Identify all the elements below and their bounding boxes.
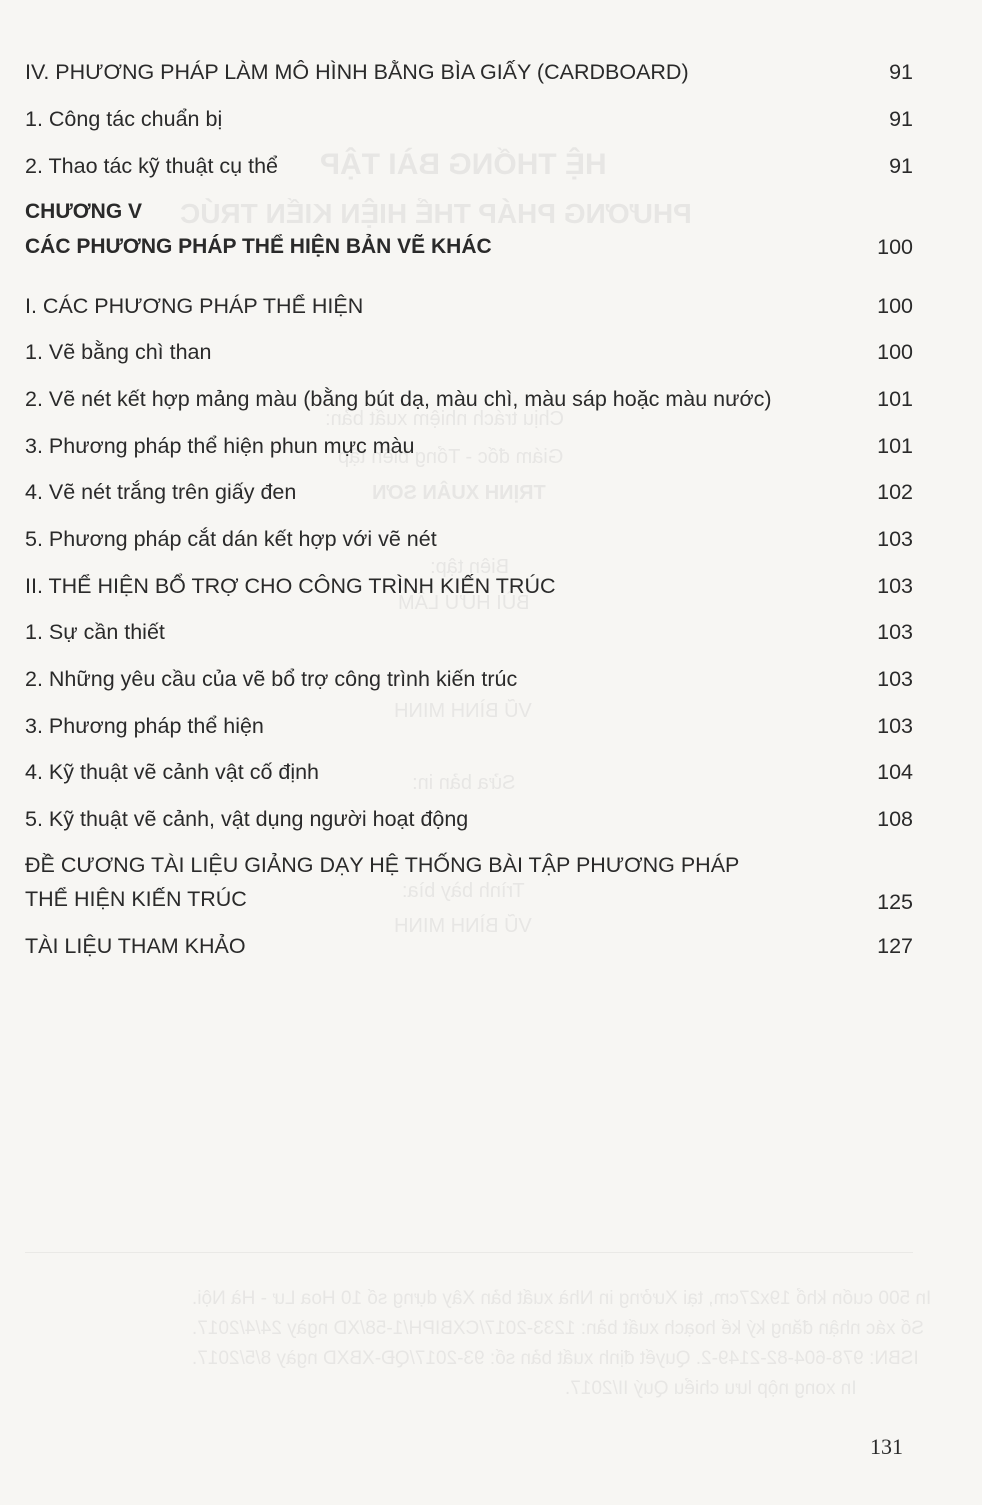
toc-page: 101 bbox=[877, 387, 913, 411]
toc-title: 5. Kỹ thuật vẽ cảnh, vật dụng người hoạt động bbox=[25, 807, 469, 831]
imprint-rule bbox=[25, 1252, 913, 1253]
ghost-layout-name: VŨ BÌNH MINH bbox=[394, 700, 532, 722]
ghost-director: Giám đốc - Tổng biên tập bbox=[338, 446, 564, 468]
toc-page: 127 bbox=[877, 934, 913, 958]
ghost-proof-label: Sửa bản in: bbox=[412, 772, 516, 794]
chapter-label: CHƯƠNG V bbox=[25, 200, 143, 223]
ghost-book-title-2: PHƯƠNG PHÁP THỂ HIỆN KIẾN TRÚC bbox=[180, 198, 692, 229]
toc-page: 103 bbox=[877, 527, 913, 551]
toc-title: 2. Những yêu cầu của vẽ bổ trợ công trình kiến trúc bbox=[25, 667, 518, 691]
toc-page: 100 bbox=[877, 340, 913, 364]
toc-title: 4. Vẽ nét trắng trên giấy đen bbox=[25, 480, 297, 504]
toc-title-line2: THỂ HIỆN KIẾN TRÚC bbox=[25, 887, 247, 911]
ghost-imprint-4: In xong nộp lưu chiểu Quý II/2017. bbox=[565, 1378, 857, 1399]
ghost-cover-name: VŨ BÌNH MINH bbox=[394, 915, 532, 937]
toc-title: IV. PHƯƠNG PHÁP LÀM MÔ HÌNH BẰNG BÌA GIẤY (CARDBOARD) bbox=[25, 60, 689, 84]
toc-page: 103 bbox=[877, 667, 913, 691]
page-number: 131 bbox=[870, 1434, 903, 1459]
toc-title: 1. Vẽ bằng chì than bbox=[25, 340, 212, 364]
toc-page: 108 bbox=[877, 807, 913, 831]
ghost-editor-name: BÙI HỮU LÂM bbox=[398, 592, 530, 614]
toc-title: 1. Sự cần thiết bbox=[25, 620, 165, 644]
toc-title: II. THỂ HIỆN BỔ TRỢ CHO CÔNG TRÌNH KIẾN TRÚC bbox=[25, 574, 556, 598]
toc-title: 2. Thao tác kỹ thuật cụ thể bbox=[25, 154, 278, 178]
ghost-editor-label: Biên tập: bbox=[430, 556, 509, 578]
toc-title: TÀI LIỆU THAM KHẢO bbox=[25, 934, 246, 958]
toc-page: 104 bbox=[877, 760, 913, 784]
ghost-cover-label: Trình bày bìa: bbox=[402, 880, 525, 902]
toc-page: 125 bbox=[877, 890, 913, 914]
ghost-director-name: TRỊNH XUÂN SƠN bbox=[372, 482, 546, 504]
toc-page: 91 bbox=[889, 60, 913, 84]
toc-title: I. CÁC PHƯƠNG PHÁP THỂ HIỆN bbox=[25, 294, 364, 318]
toc-title: 2. Vẽ nét kết hợp mảng màu (bằng bút dạ, màu chì, màu sáp hoặc màu nước) bbox=[25, 387, 772, 411]
ghost-book-title-1: HỆ THỐNG BÀI TẬP bbox=[320, 148, 607, 181]
toc-page: 103 bbox=[877, 714, 913, 738]
toc-title-line1: ĐỀ CƯƠNG TÀI LIỆU GIẢNG DẠY HỆ THỐNG BÀI TẬP PHƯƠNG PHÁP bbox=[25, 853, 740, 877]
toc-title: 1. Công tác chuẩn bị bbox=[25, 107, 223, 131]
toc-page: 101 bbox=[877, 434, 913, 458]
toc-page: 100 bbox=[877, 235, 913, 259]
toc-page: 91 bbox=[889, 154, 913, 178]
toc-page: 103 bbox=[877, 620, 913, 644]
ghost-imprint-1: In 500 cuốn khổ 19x27cm, tại Xưởng in Nhà xuất bản Xây dựng số 10 Hoa Lư - Hà Nội. bbox=[192, 1288, 932, 1309]
toc-title: 5. Phương pháp cắt dán kết hợp với vẽ nét bbox=[25, 527, 437, 551]
toc-page: 91 bbox=[889, 107, 913, 131]
ghost-responsible: Chịu trách nhiệm xuất bản: bbox=[325, 408, 565, 430]
toc-page: 102 bbox=[877, 480, 913, 504]
toc-title: 3. Phương pháp thể hiện bbox=[25, 714, 264, 738]
toc-page: 100 bbox=[877, 294, 913, 318]
ghost-imprint-3: ISBN: 978-604-82-2149-2. Quyết định xuất bản số: 93-2017/QĐ-XBXD ngày 8/5/2017. bbox=[192, 1348, 919, 1369]
toc-title: 4. Kỹ thuật vẽ cảnh vật cố định bbox=[25, 760, 320, 784]
ghost-imprint-2: Số xác nhận đăng ký kế hoạch xuất bản: 1233-2017/CXBIPH/1-58/XD ngày 24/4/2017. bbox=[192, 1318, 925, 1339]
toc-page: 103 bbox=[877, 574, 913, 598]
toc-title: 3. Phương pháp thể hiện phun mực màu bbox=[25, 434, 415, 458]
chapter-title: CÁC PHƯƠNG PHÁP THỂ HIỆN BẢN VẼ KHÁC bbox=[25, 235, 492, 258]
